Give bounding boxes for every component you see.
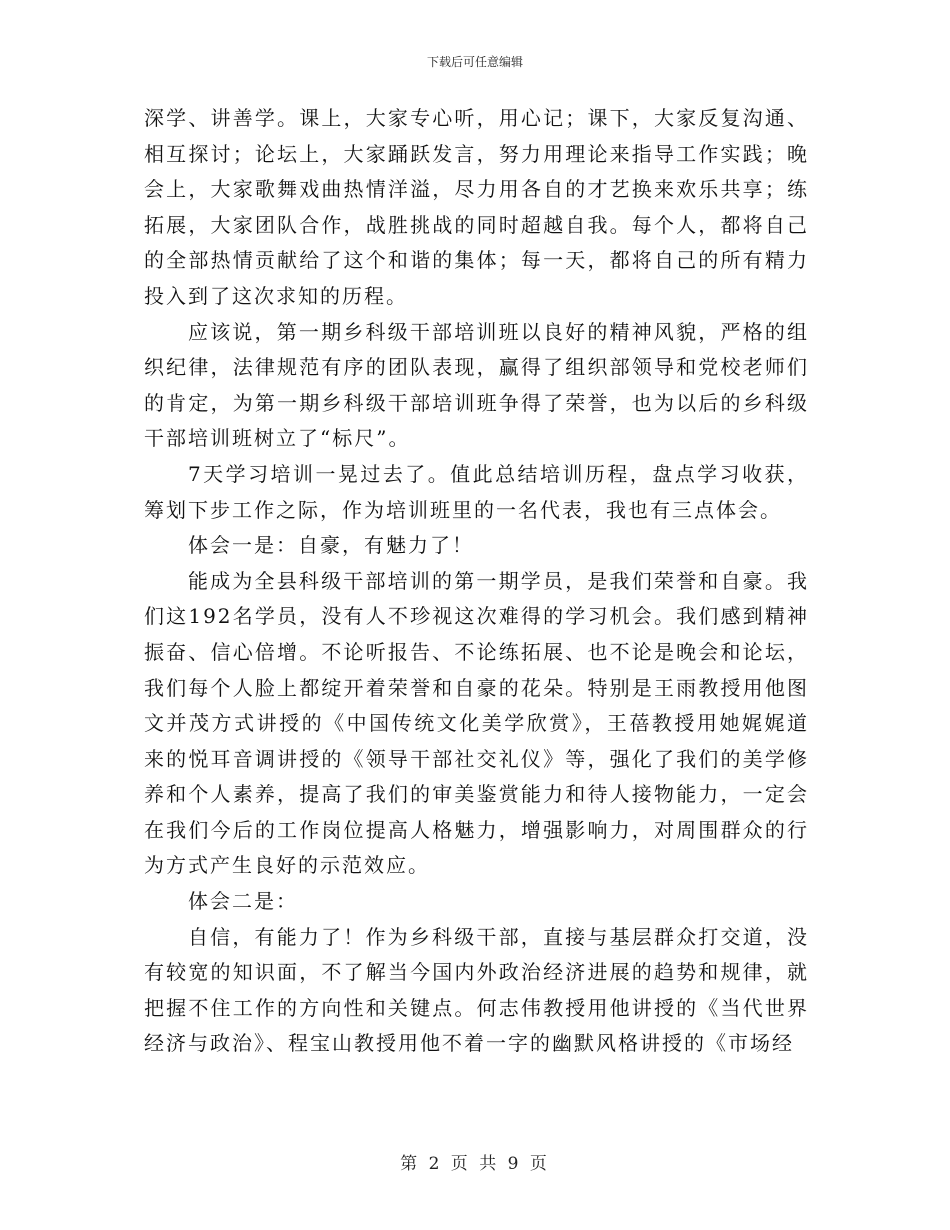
document-body <box>144 101 809 1062</box>
paragraph-continuation: 深学、讲善学。课上，大家专心听，用心记；课下，大家反复沟通、相互探讨；论坛上，大家踊跃发言，努力用理论来指导工作实践；晚会上，大家歌舞戏曲热情洋溢，尽力用各自的才艺换来欢乐共享；练拓展，大家团队合作，战胜挑战的同时超越自我。每个人，都将自己的全部热情贡献给了这个和谐的集体；每一天，都将自己的所有精力投入到了这次求知的历程。 <box>144 106 809 308</box>
page-header: 下载后可任意编辑 <box>426 55 523 69</box>
paragraph-intro-insights: 7天学习培训一晃过去了。值此总结培训历程，盘点学习收获，筹划下步工作之际，作为培训班里的一名代表，我也有三点体会。 <box>144 461 809 522</box>
paragraph-summary: 应该说，第一期乡科级干部培训班以良好的精神风貌，严格的组织纪律，法律规范有序的团队表现，赢得了组织部领导和党校老师们的肯定，为第一期乡科级干部培训班争得了荣誉，也为以后的乡科级干部培训班树立了“标尺”。 <box>144 319 809 451</box>
heading-insight-two: 体会二是： <box>188 889 298 914</box>
paragraph-insight-two: 自信，有能力了！作为乡科级干部，直接与基层群众打交道，没有较宽的知识面，不了解当今国内外政治经济进展的趋势和规律，就把握不住工作的方向性和关键点。何志伟教授用他讲授的《当代世界经济与政治》、程宝山教授用他不着一字的幽默风格讲授的《市场经 <box>144 924 809 1056</box>
heading-insight-one: 体会一是：自豪，有魅力了！ <box>188 533 474 558</box>
paragraph-insight-one: 能成为全县科级干部培训的第一期学员，是我们荣誉和自豪。我们这192名学员，没有人不珍视这次难得的学习机会。我们感到精神振奋、信心倍增。不论听报告、不论练拓展、也不论是晚会和论坛，我们每个人脸上都绽开着荣誉和自豪的花朵。特别是王雨教授用他图文并茂方式讲授的《中国传统文化美学欣赏》，王蓓教授用她娓娓道来的悦耳音调讲授的《领导干部社交礼仪》等，强化了我们的美学修养和个人素养，提高了我们的审美鉴赏能力和待人接物能力，一定会在我们今后的工作岗位提高人格魅力，增强影响力，对周围群众的行为方式产生良好的示范效应。 <box>144 568 809 878</box>
page-number-footer: 第 2 页 共 9 页 <box>400 1154 550 1174</box>
